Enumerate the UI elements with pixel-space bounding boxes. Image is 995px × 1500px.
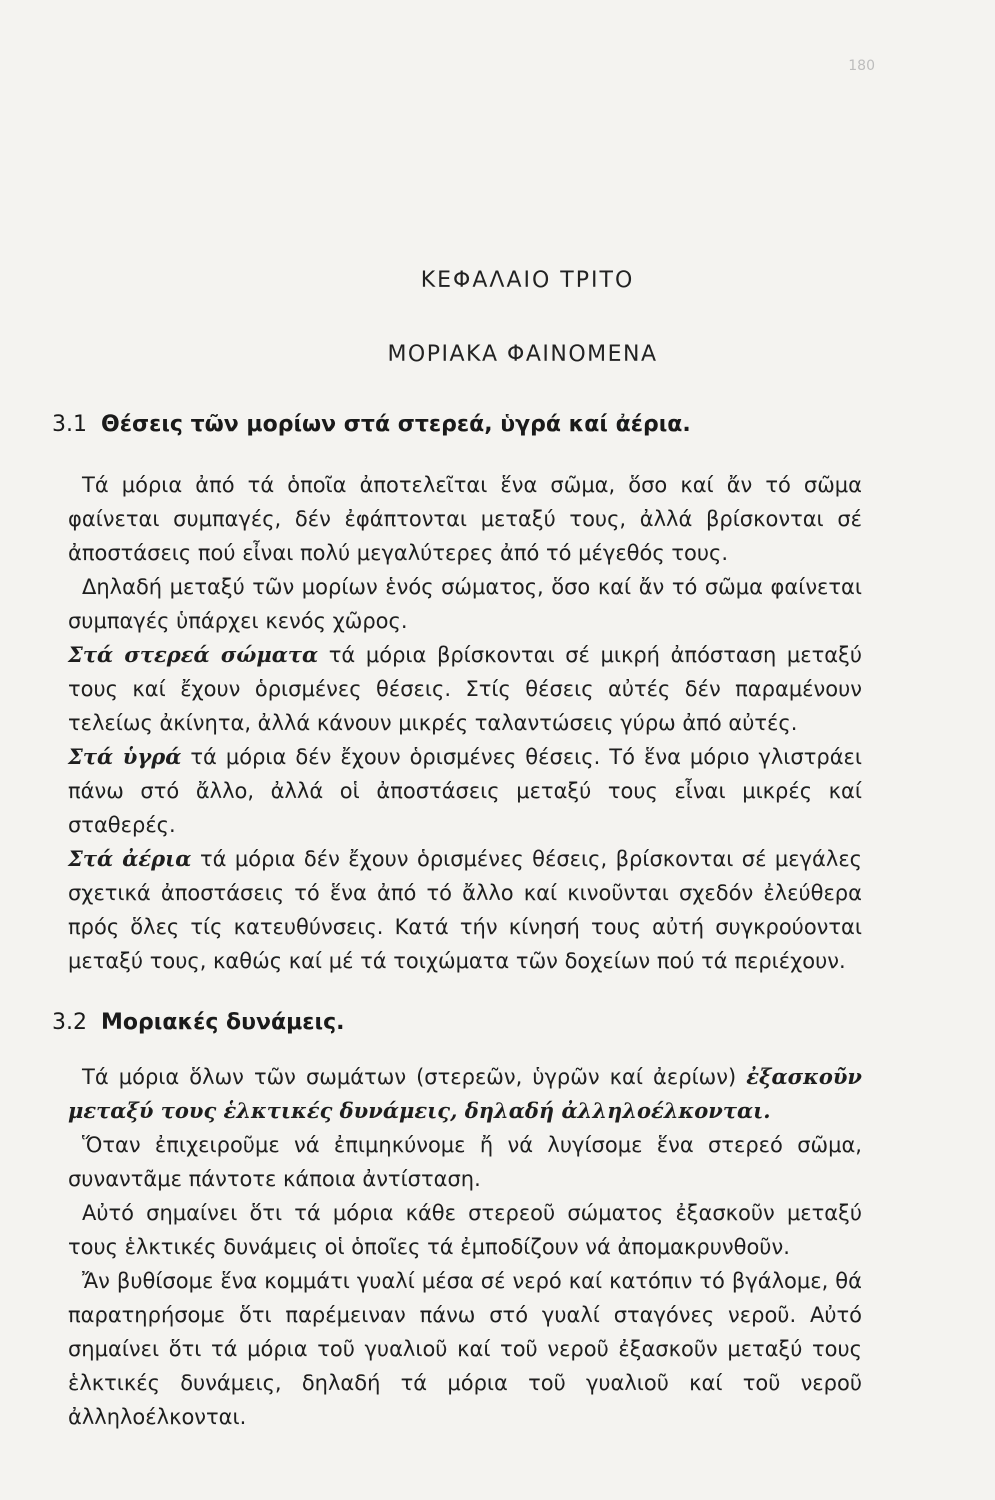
paragraph <box>68 740 862 842</box>
section-3-1-body <box>68 468 862 978</box>
paragraph: Αὐτό σημαίνει ὅτι τά μόρια κάθε στερεοῦ σώματος ἐξασκοῦν μεταξύ τους ἑλκτικές δυνάμεις οἱ ὁποῖες τά ἐμποδίζουν νά ἀπομακρυνθοῦν. <box>68 1201 862 1259</box>
emphasis: ἐξασκοῦν μεταξύ τους ἑλκτικές δυνάμεις, δηλαδή ἀλληλοέλκονται. <box>68 1064 862 1123</box>
emphasis: Στά στερεά σώματα <box>68 642 319 667</box>
paragraph-text: Τά μόρια ὅλων τῶν σωμάτων (στερεῶν, ὑγρῶν καί ἀερίων) <box>82 1065 747 1089</box>
paragraph: Ὅταν ἐπιχειροῦμε νά ἐπιμηκύνομε ἤ νά λυγίσομε ἕνα στερεό σῶμα, συναντᾶμε πάντοτε κάποια ἀντίσταση. <box>68 1133 862 1191</box>
section-title: Θέσεις τῶν μορίων στά στερεά, ὑγρά καί ἀέρια. <box>101 412 691 437</box>
section-number: 3.1 <box>52 412 87 437</box>
paragraph <box>68 1060 862 1128</box>
paragraph-text: τά μόρια δέν ἔχουν ὁρισμένες θέσεις, βρίσκονται σέ μεγάλες σχετικά ἀποστάσεις τό ἕνα ἀπό τό ἄλλο καί κινοῦνται σχεδόν ἐλεύθερα πρός ὅλες τίς κατευθύνσεις. Κατά τήν κίνησή τους αὐτή συγκρούονται μεταξύ τους, καθώς καί μέ τά τοιχώματα τῶν δοχείων πού τά περιέχουν. <box>68 847 862 973</box>
section-number: 3.2 <box>52 1010 87 1035</box>
section-3-2-body <box>68 1060 862 1434</box>
paragraph <box>68 638 862 740</box>
section-3-1-heading <box>52 412 942 437</box>
chapter-label: ΚΕΦΑΛΑΙΟ ΤΡΙΤΟ <box>420 268 635 293</box>
paragraph: Ἄν βυθίσομε ἕνα κομμάτι γυαλί μέσα σέ νερό καί κατόπιν τό βγάλομε, θά παρατηρήσομε ὅτι παρέμειναν πάνω στό γυαλί σταγόνες νεροῦ. Αὐτό σημαίνει ὅτι τά μόρια τοῦ γυαλιοῦ καί τοῦ νεροῦ ἐξασκοῦν μεταξύ τους ἑλκτικές δυνάμεις, δηλαδή τά μόρια τοῦ γυαλιοῦ καί τοῦ νεροῦ ἀλληλοέλκονται. <box>68 1269 862 1429</box>
section-heading <box>52 412 942 437</box>
paragraph: Τά μόρια ἀπό τά ὁποῖα ἀποτελεῖται ἕνα σῶμα, ὅσο καί ἄν τό σῶμα φαίνεται συμπαγές, δέν ἐφάπτονται μεταξύ τους, ἀλλά βρίσκονται σέ ἀποστάσεις πού εἶναι πολύ μεγαλύτερες ἀπό τό μέγεθός τους. <box>68 473 862 565</box>
emphasis: Στά ὑγρά <box>68 744 182 769</box>
paragraph: Δηλαδή μεταξύ τῶν μορίων ἑνός σώματος, ὅσο καί ἄν τό σῶμα φαίνεται συμπαγές ὑπάρχει κενός χῶρος. <box>68 575 862 633</box>
section-title: Μοριακές δυνάμεις. <box>101 1010 345 1035</box>
emphasis: Στά ἀέρια <box>68 846 192 871</box>
page-number: 180 <box>848 58 875 74</box>
chapter-title: ΜΟΡΙΑΚΑ ΦΑΙΝΟΜΕΝΑ <box>387 342 658 367</box>
section-heading <box>52 1010 942 1035</box>
paragraph-text: τά μόρια βρίσκονται σέ μικρή ἀπόσταση μεταξύ τους καί ἔχουν ὁρισμένες θέσεις. Στίς θέσεις αὐτές δέν παραμένουν τελείως ἀκίνητα, ἀλλά κάνουν μικρές ταλαντώσεις γύρω ἀπό αὐτές. <box>68 643 862 735</box>
section-3-2-heading <box>52 1010 942 1035</box>
paragraph <box>68 842 862 978</box>
paragraph-text: τά μόρια δέν ἔχουν ὁρισμένες θέσεις. Τό ἕνα μόριο γλιστράει πάνω στό ἄλλο, ἀλλά οἱ ἀποστάσεις μεταξύ τους εἶναι μικρές καί σταθερές. <box>68 745 862 837</box>
